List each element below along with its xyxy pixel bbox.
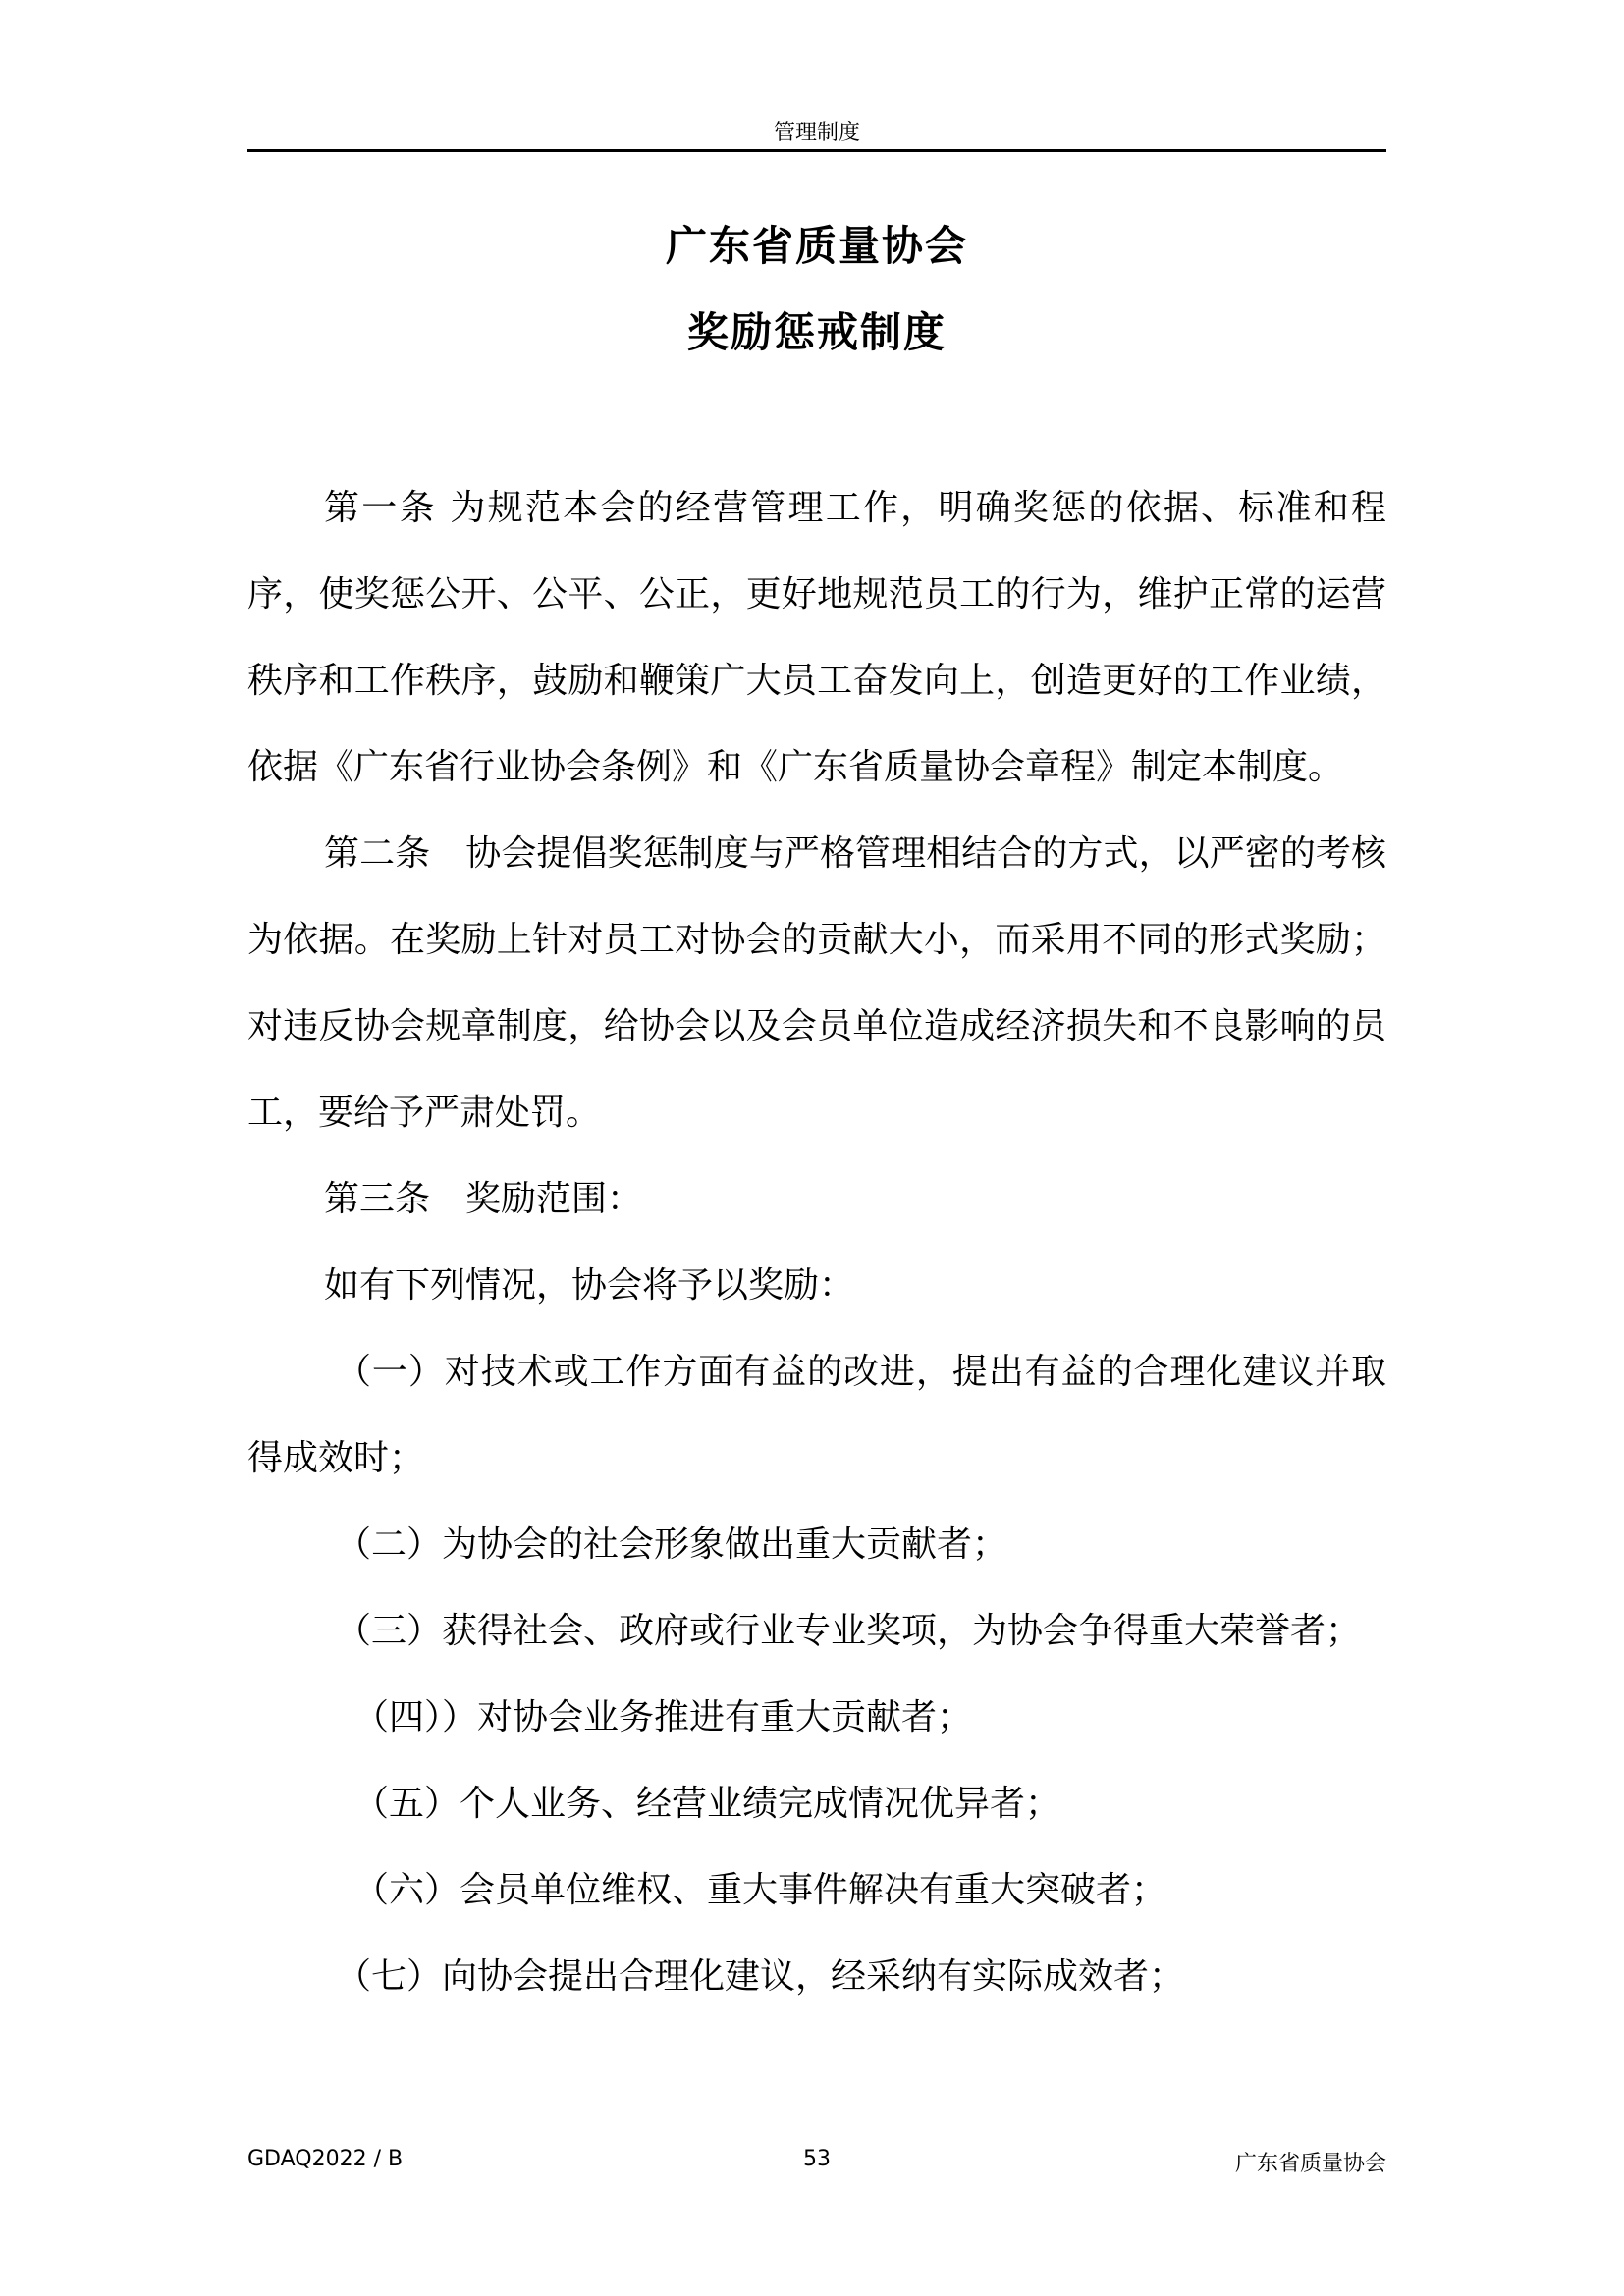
reward-item-5: （五）个人业务、经营业绩完成情况优异者； bbox=[353, 1784, 1061, 1824]
reward-item-3: （三）获得社会、政府或行业专业奖项，为协会争得重大荣誉者； bbox=[336, 1611, 1362, 1651]
reward-item-4: （四））对协会业务推进有重大贡献者； bbox=[353, 1697, 973, 1737]
header-rule bbox=[247, 149, 1386, 152]
document-body bbox=[247, 465, 1386, 2020]
document-title-regulation: 奖励惩戒制度 bbox=[686, 308, 947, 356]
running-header: 管理制度 bbox=[773, 121, 860, 145]
document-code: GDAQ2022 / B bbox=[247, 2147, 404, 2171]
document-title-org: 广东省质量协会 bbox=[665, 222, 968, 270]
reward-item-7: （七）向协会提出合理化建议，经采纳有实际成效者； bbox=[336, 1956, 1185, 1997]
page-footer bbox=[247, 2147, 1386, 2178]
footer-organization: 广东省质量协会 bbox=[1234, 2152, 1386, 2176]
reward-item-2: （二）为协会的社会形象做出重大贡献者； bbox=[336, 1524, 1008, 1565]
page-number: 53 bbox=[803, 2147, 831, 2171]
article-2: 第二条 协会提倡奖惩制度与严格管理相结合的方式，以严密的考核为依据。在奖励上针对员工对协会的贡献大小，而采用不同的形式奖励；对违反协会规章制度，给协会以及会员单位造成经济损失和不良影响的员工，要给予严肃处罚。 bbox=[247, 833, 1386, 1133]
article-1: 第一条 为规范本会的经营管理工作，明确奖惩的依据、标准和程序，使奖惩公开、公平、公正，更好地规范员工的行为，维护正常的运营秩序和工作秩序，鼓励和鞭策广大员工奋发向上，创造更好的工作业绩，依据《广东省行业协会条例》和《广东省质量协会章程》制定本制度。 bbox=[247, 488, 1386, 787]
article-3-heading: 第三条 奖励范围： bbox=[324, 1179, 643, 1219]
reward-item-1: （一）对技术或工作方面有益的改进，提出有益的合理化建议并取得成效时； bbox=[247, 1352, 1386, 1478]
reward-item-6: （六）会员单位维权、重大事件解决有重大突破者； bbox=[353, 1870, 1167, 1910]
reward-intro: 如有下列情况，协会将予以奖励： bbox=[324, 1265, 855, 1306]
